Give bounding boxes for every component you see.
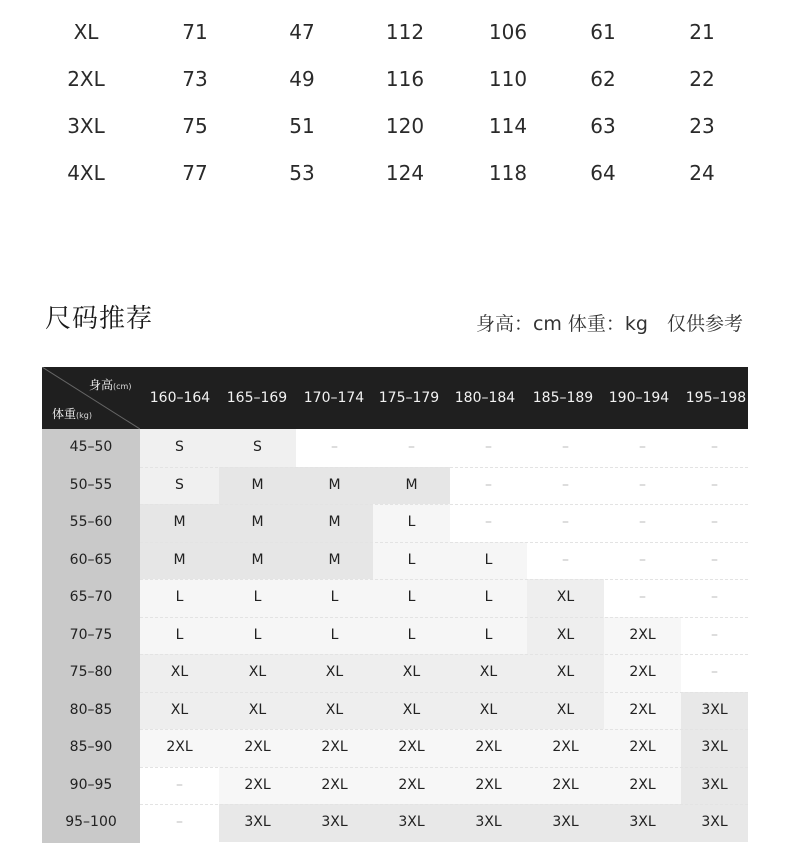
weight-range-cell: 50–55 [69, 476, 113, 493]
measurement-cell: 53 [289, 161, 315, 185]
size-cell: L [450, 617, 527, 655]
weight-range-cell: 95–100 [65, 814, 117, 830]
table-row [0, 56, 790, 103]
size-cell: XL [373, 692, 450, 730]
size-cell: 2XL [604, 617, 681, 655]
measurement-cell: 62 [590, 67, 616, 91]
row-divider [140, 729, 748, 730]
weight-range-cell: 90–95 [69, 776, 113, 793]
weight-range-cell: 75–80 [69, 664, 113, 680]
measurement-cell: 71 [182, 20, 208, 44]
height-unit: (cm) [113, 382, 132, 391]
size-cell: – [450, 467, 527, 505]
size-cell: L [373, 617, 450, 655]
measurement-cell: 51 [289, 114, 315, 138]
row-divider [140, 804, 748, 805]
size-cell: S [140, 467, 219, 505]
size-label-cell: 2XL [67, 67, 105, 91]
weight-range-cell: 45–50 [69, 439, 113, 455]
table-row [0, 9, 790, 56]
height-label: 身高 [89, 378, 114, 392]
size-cell: – [450, 504, 527, 542]
size-cell: – [681, 467, 748, 505]
size-cell: 3XL [681, 692, 748, 730]
measurement-cell: 73 [182, 67, 208, 91]
row-divider [140, 467, 748, 468]
size-cell: – [527, 467, 604, 505]
size-cell: M [219, 467, 296, 505]
unit-note: 身高：cm 体重：kg 仅供参考 [475, 313, 743, 335]
measurement-cell: 118 [488, 161, 528, 185]
size-cell: XL [296, 654, 373, 692]
row-divider [140, 617, 748, 618]
table-row [0, 103, 790, 150]
height-range-header: 195–198 [685, 390, 747, 406]
size-cell: – [681, 504, 748, 542]
measurement-cell: 120 [385, 114, 425, 138]
measurement-cell: 75 [182, 114, 208, 138]
size-cell: M [140, 504, 219, 542]
section-title: 尺码推荐 [45, 304, 154, 334]
size-cell: 2XL [219, 767, 296, 805]
size-cell: XL [450, 692, 527, 730]
size-cell: – [604, 579, 681, 617]
size-cell: 2XL [604, 692, 681, 730]
size-cell: M [296, 542, 373, 580]
size-cell: XL [527, 654, 604, 692]
size-cell: 3XL [604, 804, 681, 842]
weight-range-cell: 65–70 [69, 589, 113, 605]
size-cell: S [219, 429, 296, 467]
size-cell: L [450, 579, 527, 617]
weight-column [42, 429, 140, 843]
size-cell: – [681, 429, 748, 467]
size-cell: M [296, 467, 373, 505]
row-divider [140, 767, 748, 768]
size-cell: M [219, 542, 296, 580]
size-cell: – [681, 579, 748, 617]
height-range-header: 160–164 [149, 390, 211, 406]
row-divider [140, 504, 748, 505]
size-cell: 2XL [373, 729, 450, 767]
size-cell: 2XL [604, 654, 681, 692]
corner-weight-label [52, 405, 92, 422]
height-range-header: 170–174 [303, 390, 365, 406]
size-cell: L [373, 542, 450, 580]
size-cell: 2XL [373, 767, 450, 805]
size-cell: XL [527, 617, 604, 655]
measurement-cell: 61 [590, 20, 616, 44]
measurement-cell: 24 [689, 161, 715, 185]
size-cell: – [450, 429, 527, 467]
row-divider [140, 542, 748, 543]
size-cell: M [219, 504, 296, 542]
size-cell: – [604, 504, 681, 542]
size-cell: – [140, 804, 219, 842]
size-cell: L [219, 617, 296, 655]
size-cell: XL [450, 654, 527, 692]
row-divider [140, 654, 748, 655]
size-cell: M [140, 542, 219, 580]
size-cell: L [296, 579, 373, 617]
size-cell: – [604, 467, 681, 505]
table-header [42, 367, 748, 429]
size-cell: – [527, 542, 604, 580]
size-cell: XL [140, 692, 219, 730]
measurement-cell: 110 [488, 67, 528, 91]
height-range-header: 180–184 [454, 390, 516, 406]
size-label-cell: XL [73, 20, 99, 44]
size-cell: L [140, 579, 219, 617]
size-cell: L [373, 579, 450, 617]
measurement-cell: 77 [182, 161, 208, 185]
size-cell: 3XL [681, 767, 748, 805]
size-cell: L [450, 542, 527, 580]
height-range-header: 175–179 [378, 390, 440, 406]
measurement-cell: 106 [488, 20, 528, 44]
size-cell: XL [296, 692, 373, 730]
measurement-cell: 64 [590, 161, 616, 185]
measurement-cell: 116 [385, 67, 425, 91]
size-label-cell: 4XL [67, 161, 105, 185]
size-cell: 2XL [296, 729, 373, 767]
corner-height-label [89, 376, 131, 393]
size-cell: M [373, 467, 450, 505]
measurement-cell: 21 [689, 20, 715, 44]
size-cell: S [140, 429, 219, 467]
size-cell: 2XL [296, 767, 373, 805]
row-divider [140, 579, 748, 580]
size-cell: M [296, 504, 373, 542]
size-cell: 3XL [681, 729, 748, 767]
size-cell: 3XL [681, 804, 748, 842]
size-cell: 3XL [296, 804, 373, 842]
measurement-cell: 63 [590, 114, 616, 138]
size-recommendation-table [42, 367, 748, 843]
size-cell: 2XL [604, 767, 681, 805]
height-range-header: 185–189 [532, 390, 594, 406]
size-cell: 3XL [527, 804, 604, 842]
size-cell: – [296, 429, 373, 467]
size-cell: – [373, 429, 450, 467]
weight-range-cell: 55–60 [69, 514, 113, 530]
size-cell: – [681, 617, 748, 655]
size-cell: 2XL [450, 729, 527, 767]
size-cell: – [681, 542, 748, 580]
size-cell: 3XL [450, 804, 527, 842]
height-range-header: 190–194 [608, 390, 670, 406]
size-cell: XL [527, 579, 604, 617]
weight-range-cell: 60–65 [69, 551, 113, 568]
measurement-cell: 124 [385, 161, 425, 185]
size-cell: 3XL [219, 804, 296, 842]
table-row [0, 150, 790, 197]
size-cell: L [219, 579, 296, 617]
size-cell: XL [527, 692, 604, 730]
size-cell: – [527, 504, 604, 542]
size-cell: – [140, 767, 219, 805]
size-cell: – [604, 542, 681, 580]
size-cell: 2XL [450, 767, 527, 805]
weight-unit: (kg) [76, 411, 92, 420]
weight-range-cell: 80–85 [69, 701, 113, 718]
measurement-cell: 114 [488, 114, 528, 138]
size-cell: 2XL [140, 729, 219, 767]
measurement-cell: 49 [289, 67, 315, 91]
size-cell: XL [219, 692, 296, 730]
size-cell: 2XL [604, 729, 681, 767]
size-label-cell: 3XL [67, 114, 105, 138]
size-cell: – [604, 429, 681, 467]
size-cell: XL [373, 654, 450, 692]
row-divider [140, 692, 748, 693]
size-cell: 2XL [527, 729, 604, 767]
size-cell: L [373, 504, 450, 542]
measurement-cell: 23 [689, 114, 715, 138]
height-range-header: 165–169 [226, 390, 288, 406]
measurement-cell: 22 [689, 67, 715, 91]
size-cell: 2XL [219, 729, 296, 767]
size-cell: XL [219, 654, 296, 692]
corner-cell [42, 367, 140, 429]
size-cell: XL [140, 654, 219, 692]
size-cell: 2XL [527, 767, 604, 805]
size-cell: L [140, 617, 219, 655]
weight-label: 体重 [52, 407, 77, 421]
size-cell: 3XL [373, 804, 450, 842]
weight-range-cell: 70–75 [69, 626, 113, 643]
measurement-cell: 112 [385, 20, 425, 44]
size-cell: – [681, 654, 748, 692]
measurement-cell: 47 [289, 20, 315, 44]
size-cell: L [296, 617, 373, 655]
weight-range-cell: 85–90 [69, 739, 113, 755]
size-cell: – [527, 429, 604, 467]
